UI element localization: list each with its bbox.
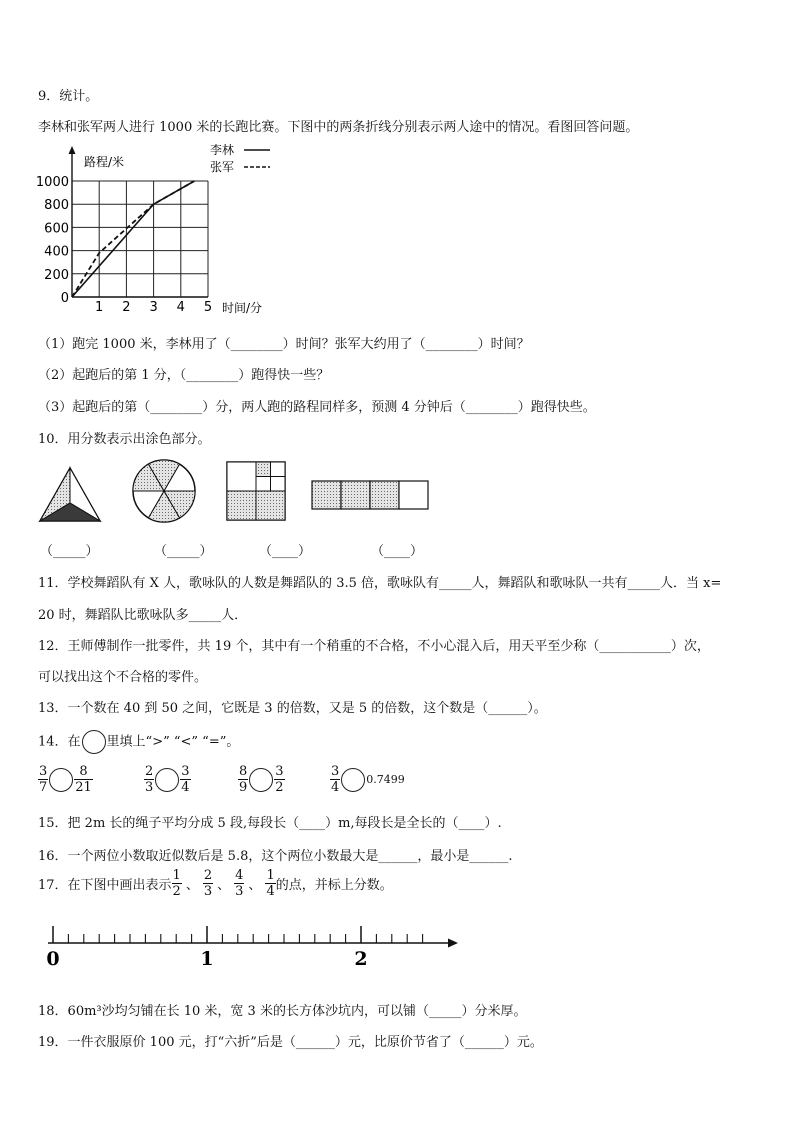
q14-suffix: 里填上“>” “<” “=”。 — [106, 734, 240, 750]
q14-prefix: 14．在 — [38, 734, 81, 750]
q16-text: 16．一个两位小数取近似数后是 5.8，这个两位小数最大是______，最小是______. — [38, 849, 513, 864]
decimal-value: 0.7499 — [366, 773, 405, 786]
q12-line2: 可以找出这个不合格的零件。 — [38, 670, 208, 685]
q10-blank-2[interactable]: （_____） — [154, 544, 213, 559]
q10-title: 10．用分数表示出涂色部分。 — [38, 432, 211, 447]
q10-blank-4[interactable]: （____） — [371, 544, 424, 559]
number-line-label: 1 — [200, 948, 214, 970]
series-line — [72, 181, 194, 297]
chart-x-axis-label: 时间/分 — [222, 301, 263, 315]
x-tick-label: 2 — [122, 300, 131, 315]
answer-circle[interactable] — [49, 768, 73, 792]
x-tick-label: 1 — [95, 300, 104, 315]
q14-title — [38, 730, 239, 754]
chart-series — [72, 181, 194, 297]
q9-sub2: （2）起跑后的第 1 分，（________）跑得快一些？ — [38, 368, 330, 383]
q14-item — [238, 764, 285, 795]
q12-line1: 12．王师傅制作一批零件，共 19 个，其中有一个稍重的不合格，不小心混入后，用天平至少称（___________）次， — [38, 639, 710, 654]
y-tick-label: 600 — [44, 221, 69, 237]
x-tick-label: 5 — [203, 300, 213, 315]
q11-line2: 20 时，舞蹈队比歌咏队多_____人． — [38, 608, 248, 623]
arrow-right-icon — [448, 939, 458, 948]
series-line — [72, 181, 194, 297]
bar-shape — [312, 481, 428, 509]
q17-separator: 、 — [248, 878, 262, 893]
q9-intro: 李林和张军两人进行 1000 米的长跑比赛。下图中的两条折线分别表示两人途中的情况。看图回答问题。 — [38, 120, 639, 135]
q19-text: 19．一件衣服原价 100 元，打“六折”后是（______）元，比原价节省了（______）元。 — [38, 1035, 543, 1050]
y-tick-label: 800 — [44, 198, 69, 214]
compare-circle-icon — [82, 730, 106, 754]
chart-ticks — [36, 175, 212, 315]
chart-legend — [210, 142, 270, 174]
distance-time-line-chart — [30, 140, 300, 325]
q10-blank-3[interactable]: （____） — [259, 544, 312, 559]
q13-text: 13．一个数在 40 到 50 之间，它既是 3 的倍数，又是 5 的倍数，这个数是（______）。 — [38, 701, 547, 716]
number-line-label: 2 — [354, 948, 368, 970]
q11-line1: 11．学校舞蹈队有 X 人，歌咏队的人数是舞蹈队的 3.5 倍，歌咏队有_____人，舞蹈队和歌咏队一共有_____人．当 x= — [38, 576, 722, 591]
fraction-b: $\frac{3}{2}$ — [275, 764, 284, 795]
fraction-a: $\frac{2}{3}$ — [145, 764, 154, 795]
chart-y-axis-label: 路程/米 — [84, 155, 125, 169]
q14-item — [38, 764, 93, 795]
y-tick-label: 200 — [44, 267, 69, 283]
fraction-b: $\frac{8}{21}$ — [75, 764, 92, 795]
triangle-shape — [40, 468, 100, 521]
q17-prefix: 17．在下图中画出表示 — [38, 878, 172, 893]
y-tick-label: 400 — [44, 244, 69, 260]
x-tick-label: 3 — [149, 300, 158, 315]
q17-separator: 、 — [217, 878, 231, 893]
y-tick-label: 1000 — [35, 175, 69, 190]
square-shape — [227, 462, 285, 520]
answer-circle[interactable] — [249, 768, 273, 792]
number-line — [40, 920, 470, 970]
y-axis-arrow-icon — [69, 146, 76, 154]
circle-shape — [133, 460, 195, 522]
q17-title — [38, 868, 393, 899]
fraction-b: $\frac{3}{4}$ — [181, 764, 190, 795]
q14-item — [144, 764, 191, 795]
fraction-a: $\frac{3}{7}$ — [39, 764, 48, 795]
chart-grid — [72, 181, 208, 297]
q15-text: 15．把 2m 长的绳子平均分成 5 段,每段长（____）m,每段长是全长的（____）. — [38, 816, 502, 831]
legend-label: 李林 — [210, 143, 235, 157]
q17-fraction: $\frac{4}{3}$ — [235, 868, 244, 899]
q17-fraction: $\frac{2}{3}$ — [203, 868, 213, 899]
q9-sub3: （3）起跑后的第（________）分，两人跑的路程同样多，预测 4 分钟后（________）跑得快些。 — [38, 400, 596, 415]
answer-circle[interactable] — [155, 768, 179, 792]
q10-blank-1[interactable]: （_____） — [40, 544, 99, 559]
q9-sub1: （1）跑完 1000 米，李林用了（________）时间？张军大约用了（________）时间？ — [38, 337, 530, 352]
fraction-a: $\frac{8}{9}$ — [239, 764, 248, 795]
q17-suffix: 的点，并标上分数。 — [275, 878, 393, 893]
q14-item — [330, 764, 405, 795]
legend-label: 张军 — [210, 160, 235, 174]
q17-fraction: $\frac{1}{2}$ — [172, 868, 181, 899]
q17-separator: 、 — [185, 878, 199, 893]
fraction-a: $\frac{3}{4}$ — [331, 764, 340, 795]
x-tick-label: 4 — [176, 300, 185, 315]
q18-text: 18．60m³沙均匀铺在长 10 米，宽 3 米的长方体沙坑内，可以铺（_____）分米厚。 — [38, 1004, 527, 1019]
shaded-shapes-figure — [30, 455, 450, 530]
number-line-label: 0 — [46, 948, 60, 970]
q9-title: 9．统计。 — [38, 89, 99, 104]
y-tick-label: 0 — [60, 291, 69, 306]
q17-fraction: $\frac{1}{4}$ — [266, 868, 275, 899]
answer-circle[interactable] — [341, 768, 365, 792]
